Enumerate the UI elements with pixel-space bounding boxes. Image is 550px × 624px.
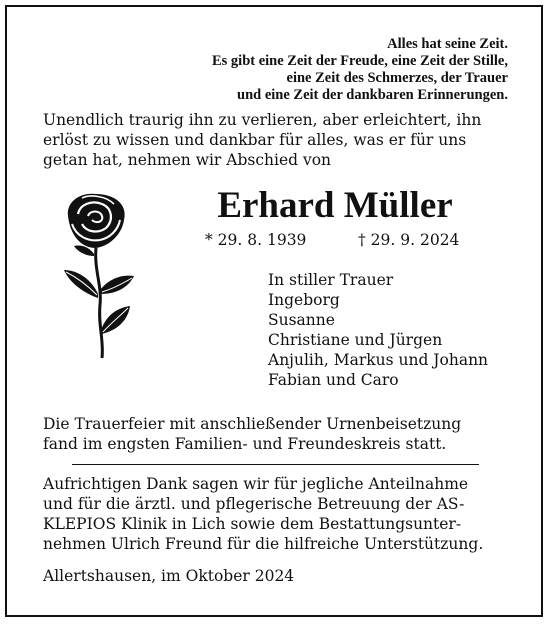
mourner-name: Ingeborg xyxy=(268,291,340,309)
rose-icon xyxy=(58,190,138,360)
mourner-name: Fabian und Caro xyxy=(268,371,399,389)
divider xyxy=(72,464,479,465)
ceremony-text xyxy=(43,414,518,454)
motto-line: und eine Zeit der dankbaren Erinnerungen. xyxy=(237,87,508,103)
thanks-line: Aufrichtigen Dank sagen wir für jegliche Anteilnahme xyxy=(43,475,469,493)
mourner-name: Susanne xyxy=(268,311,335,329)
mourners-heading: In stiller Trauer xyxy=(268,271,394,289)
death-date: † 29. 9. 2024 xyxy=(358,231,460,249)
thanks-line: KLEPIOS Klinik in Lich sowie dem Bestattungsunter- xyxy=(43,515,462,533)
thanks-text xyxy=(43,474,518,554)
place-date: Allertshausen, im Oktober 2024 xyxy=(43,567,295,585)
thanks-line: und für die ärztl. und pflegerische Betreuung der AS- xyxy=(43,495,465,513)
intro-text xyxy=(43,110,518,170)
birth-date: * 29. 8. 1939 xyxy=(205,231,307,249)
mourner-name: Anjulih, Markus und Johann xyxy=(268,351,489,369)
mourners-list xyxy=(268,270,488,390)
motto-line: eine Zeit des Schmerzes, der Trauer xyxy=(286,70,508,86)
thanks-line: nehmen Ulrich Freund für die hilfreiche Unterstützung. xyxy=(43,535,484,553)
intro-line: Unendlich traurig ihn zu verlieren, aber erleichtert, ihn xyxy=(43,111,482,129)
motto xyxy=(28,36,508,104)
intro-line: getan hat, nehmen wir Abschied von xyxy=(43,151,332,169)
ceremony-line: Die Trauerfeier mit anschließender Urnenbeisetzung xyxy=(43,415,462,433)
deceased-name: Erhard Müller xyxy=(217,185,453,226)
mourner-name: Christiane und Jürgen xyxy=(268,331,443,349)
motto-line: Alles hat seine Zeit. xyxy=(387,36,508,52)
intro-line: erlöst zu wissen und dankbar für alles, was er für uns xyxy=(43,131,467,149)
ceremony-line: fand im engsten Familien- und Freundeskreis statt. xyxy=(43,435,447,453)
motto-line: Es gibt eine Zeit der Freude, eine Zeit der Stille, xyxy=(211,53,508,69)
